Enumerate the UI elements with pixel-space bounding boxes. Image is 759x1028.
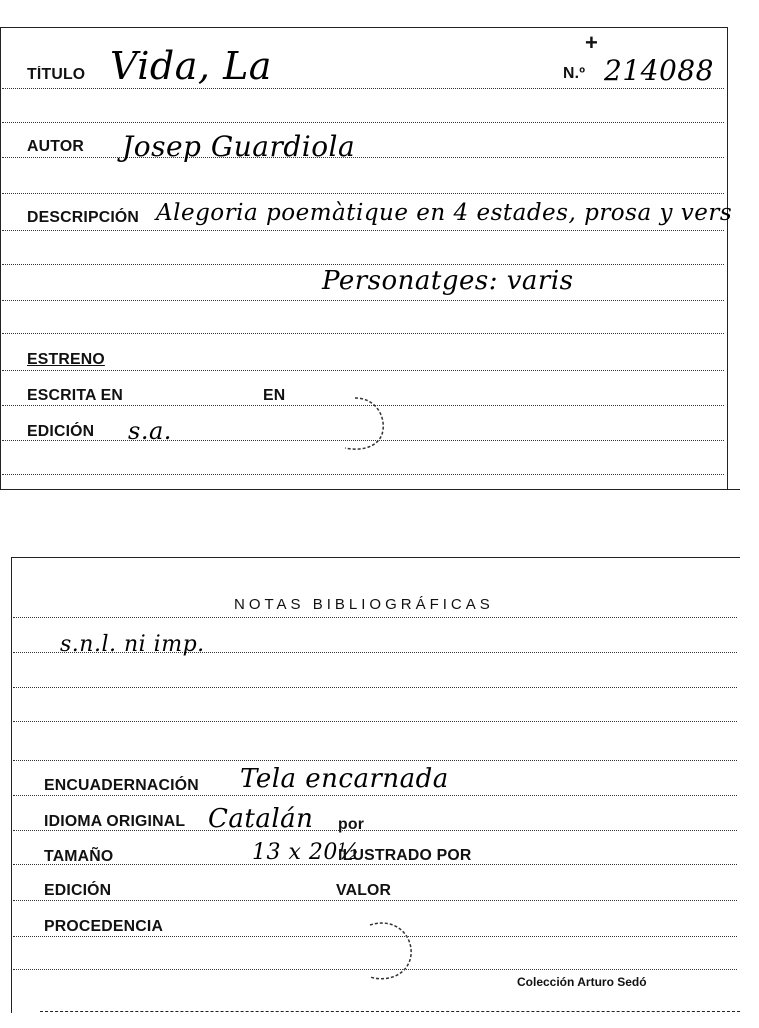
- rule: [2, 264, 724, 265]
- rule: [2, 474, 724, 475]
- procedencia-label: PROCEDENCIA: [44, 918, 164, 935]
- tamano-label: TAMAÑO: [44, 848, 114, 865]
- titulo-value: Vida, La: [110, 44, 272, 88]
- rule: [2, 193, 724, 194]
- stamp-mark: [345, 915, 425, 990]
- numero-mark: +: [585, 30, 598, 55]
- descripcion-value-2: Personatges: varis: [322, 266, 574, 296]
- encuadernacion-label: ENCUADERNACIÓN: [44, 777, 199, 794]
- por-label: por: [338, 816, 365, 833]
- edicion-label: EDICIÓN: [27, 423, 95, 440]
- ilustrado-label: ILUSTRADO POR: [338, 847, 472, 864]
- estreno-label: ESTRENO: [27, 351, 105, 368]
- rule: [2, 230, 724, 231]
- rule: [2, 300, 724, 301]
- valor-label: VALOR: [336, 882, 392, 899]
- rule: [2, 370, 724, 371]
- escrita-en-label: EN: [263, 387, 286, 404]
- rule: [2, 88, 724, 89]
- rule: [2, 157, 724, 158]
- tamano-value: 13 x 20½: [252, 840, 360, 865]
- titulo-label: TÍTULO: [27, 66, 86, 83]
- numero-value: 214088: [604, 54, 714, 87]
- footer-collection: Colección Arturo Sedó: [517, 975, 647, 989]
- rule: [13, 795, 737, 796]
- encuadernacion-value: Tela encarnada: [240, 764, 449, 794]
- rule: [2, 122, 724, 123]
- card-bottom-edge: [0, 489, 740, 490]
- rule: [2, 333, 724, 334]
- rule: [13, 687, 737, 688]
- descripcion-label: DESCRIPCIÓN: [27, 209, 140, 226]
- notas-title: NOTAS BIBLIOGRÁFICAS: [234, 596, 494, 613]
- descripcion-value: Alegoria poemàtique en 4 estades, prosa y vers: [156, 200, 733, 226]
- idioma-label: IDIOMA ORIGINAL: [44, 813, 186, 830]
- edicion-value: s.a.: [128, 417, 172, 445]
- autor-value: Josep Guardiola: [122, 130, 356, 163]
- rule: [13, 721, 737, 722]
- numero-label: N.º: [563, 65, 586, 82]
- notas-value: s.n.l. ni imp.: [60, 632, 205, 657]
- autor-label: AUTOR: [27, 138, 84, 155]
- rule: [13, 617, 737, 618]
- edicion-label-2: EDICIÓN: [44, 882, 112, 899]
- idioma-value: Catalán: [208, 804, 314, 834]
- rule: [13, 900, 737, 901]
- stamp-mark: [315, 390, 395, 460]
- escrita-label: ESCRITA EN: [27, 387, 124, 404]
- card-bottom-edge: [40, 1011, 740, 1012]
- rule: [13, 760, 737, 761]
